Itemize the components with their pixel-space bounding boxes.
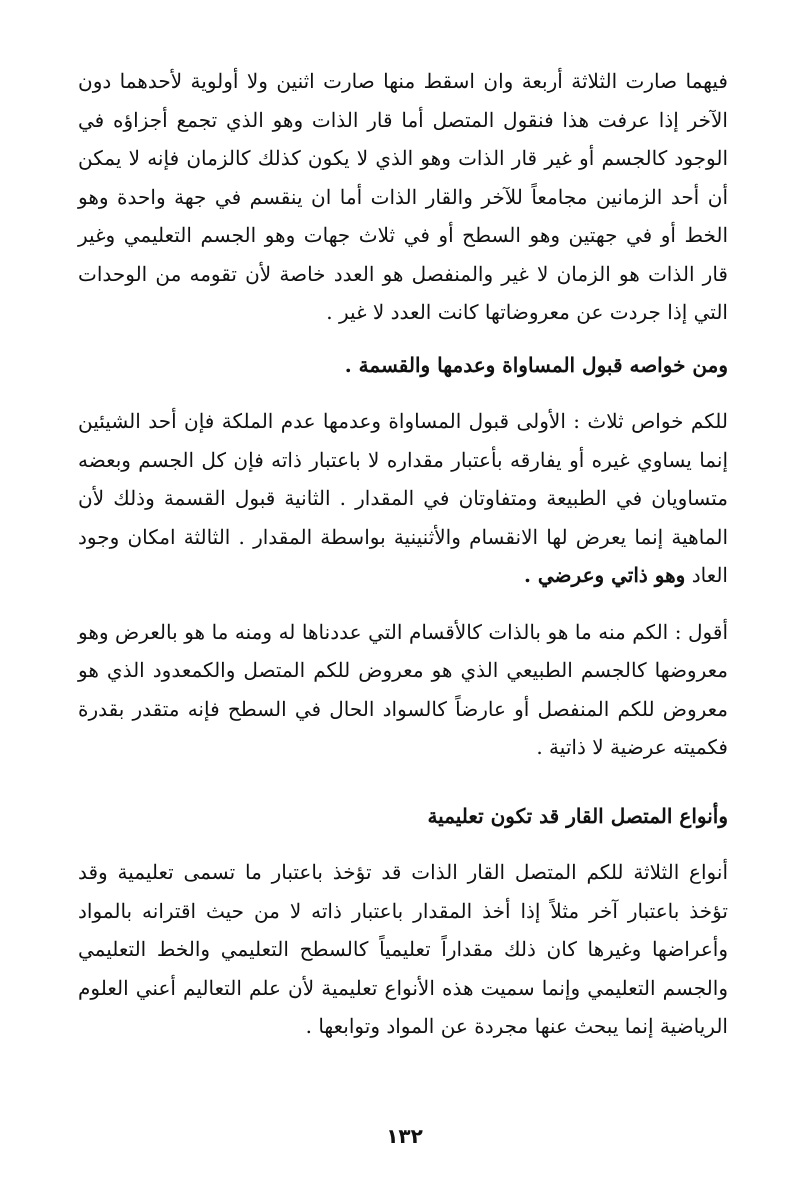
inline-heading-essential-accidental: وهو ذاتي وعرضي . [523,563,686,587]
spacer [78,835,728,853]
heading-continuous-types: وأنواع المتصل القار قد تكون تعليمية [427,803,728,828]
heading-equality-division: ومن خواصه قبول المساواة وعدمها والقسمة . [344,352,728,377]
paragraph-1: فيهما صارت الثلاثة أربعة وان اسقط منها صارت اثنين ولا أولوية لأحدهما دون الآخر إذا عرفت هذا فنقول المتصل أما قار الذات وهو الذي تجمع أجزاؤه في الوجود كالجسم أو غير قار الذات وهو الذي لا يكون كذلك كالزمان فإنه لا يمكن أن أحد الزمانين مجامعاً للآخر والقار الذات أما ان ينقسم في جهة واحدة وهو الخط أو في جهتين وهو السطح أو في ثلاث جهات وهو الجسم التعليمي وغير قار الذات هو الزمان لا غير والمنفصل هو العدد خاصة لأن تقومه من الوحدات التي إذا جردت عن معروضاتها كانت العدد لا غير . [78,69,728,324]
page-body [78,62,728,1046]
paragraph-3: أقول : الكم منه ما هو بالذات كالأقسام التي عددناها له ومنه ما هو بالعرض وهو معروضها كالجسم الطبيعي الذي هو معروض للكم المتصل والكمعدود الذي هو معروض للكم المنفصل أو عارضاً كالسواد الحال في السطح فإنه متقدر بقدرة فكميته عرضية لا ذاتية . [78,619,728,759]
spacer [78,332,728,346]
paragraph-4: أنواع الثلاثة للكم المتصل القار الذات قد تؤخذ باعتبار ما تسمى تعليمية وقد تؤخذ باعتبار آخر مثلاً إذا أخذ المقدار باعتبار ذاته لا من حيث اقترانه بالمواد وأعراضها وغيرها كان ذلك مقداراً تعليمياً كالسطح التعليمي والخط التعليمي والجسم التعليمي وإنما سميت هذه الأنواع تعليمية لأن علم التعاليم أعني العلوم الرياضية إنما يبحث عنها مجردة عن المواد وتوابعها . [78,860,728,1038]
spacer [78,767,728,797]
page-number: ١٣٢ [386,1124,423,1148]
spacer [78,595,728,613]
paragraph-2 [78,402,728,595]
spacer [78,384,728,402]
paragraph-2-text: للكم خواص ثلاث : الأولى قبول المساواة وعدمها عدم الملكة فإن أحد الشيئين إنما يساوي غيره أو يفارقه بأعتبار مقداره لا باعتبار ذاته فإن كل الجسم وبعضه متساويان في الطبيعة ومتفاوتان في المقدار . الثانية قبول القسمة وذلك لأن الماهية إنما يعرض لها الانقسام والأثنينية بواسطة المقدار . الثالثة امكان وجود العاد [78,409,728,587]
